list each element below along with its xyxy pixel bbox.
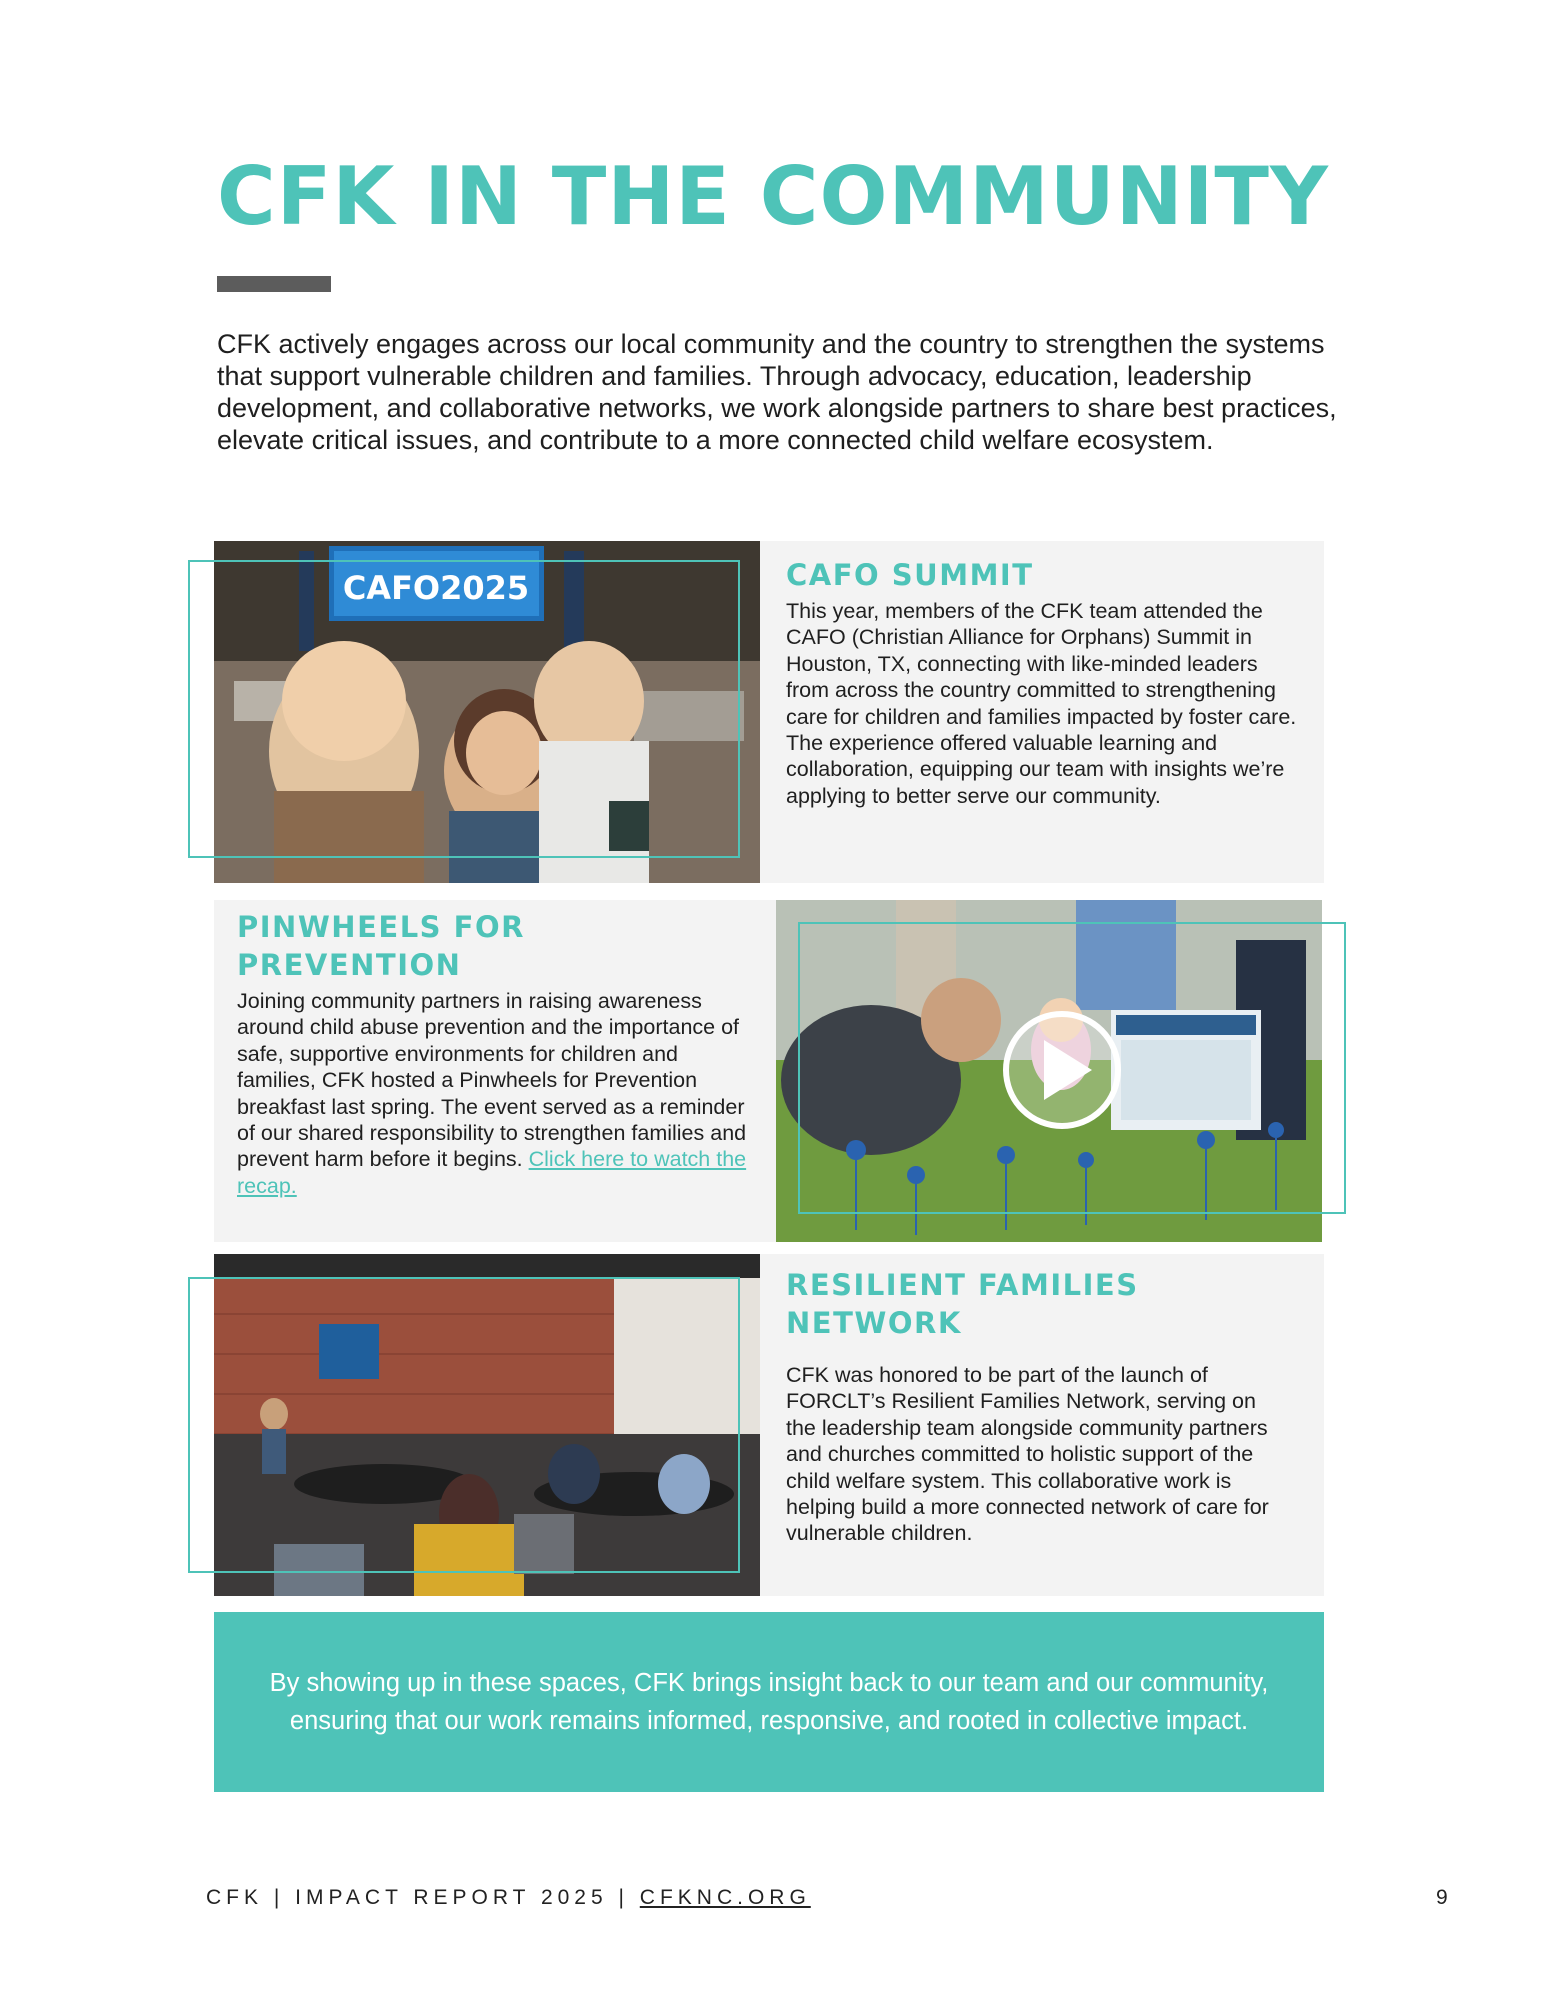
cafo-photo-frame: [188, 560, 740, 858]
pinwheels-title: PINWHEELS FOR PREVENTION: [237, 910, 525, 982]
title-underline-bar: [217, 276, 331, 292]
cafo-body: This year, members of the CFK team attended the CAFO (Christian Alliance for Orphans) Summit in Houston, TX, connecting with like-minded leaders from across the country committed to strengthening care for children and families impacted by foster care. The experience offered valuable learning and collaboration, equipping our team with insights we’re applying to better serve our community.: [786, 599, 1297, 808]
resilient-card: [786, 1266, 1306, 1547]
footer-website-link[interactable]: CFKNC.ORG: [639, 1886, 811, 1909]
callout-text: By showing up in these spaces, CFK brings insight back to our team and our community, ensuring that our work remains informed, responsive, and rooted in collective impact.: [269, 1669, 1269, 1735]
resilient-body: CFK was honored to be part of the launch of FORCLT’s Resilient Families Network, serving on the leadership team alongside community partners and churches committed to holistic support of the child welfare system. This collaborative work is helping build a more connected network of care for vulnerable children.: [786, 1363, 1269, 1546]
cafo-sign-text: CAFO2025: [342, 569, 530, 607]
pinwheels-body-text: Joining community partners in raising awareness around child abuse prevention and the importance of safe, supportive environments for children and families, CFK hosted a Pinwheels for Prevention breakfast last spring. The event served as a reminder of our shared responsibility to strengthen families and prevent harm before it begins.: [237, 989, 747, 1172]
page-number: 9: [1436, 1886, 1448, 1909]
closing-callout: [214, 1612, 1324, 1792]
cafo-title: CAFO SUMMIT: [786, 558, 1034, 592]
resilient-photo-frame: [188, 1277, 740, 1573]
footer-label: CFK | IMPACT REPORT 2025 |: [206, 1886, 640, 1909]
page-title: CFK IN THE COMMUNITY: [217, 150, 1329, 243]
watch-recap-link[interactable]: Click here to watch the recap.: [237, 1147, 747, 1198]
resilient-title: RESILIENT FAMILIES NETWORK: [786, 1268, 1139, 1340]
intro-paragraph: CFK actively engages across our local community and the country to strengthen the systems that support vulnerable children and families. Through advocacy, education, leadership development, and collaborative networks, we work alongside partners to share best practices, elevate critical issues, and contribute to a more connected child welfare ecosystem.: [217, 329, 1337, 455]
cafo-card: [786, 556, 1306, 809]
pinwheels-card: [237, 908, 757, 1199]
footer: [206, 1886, 811, 1910]
pinwheels-photo-frame: [798, 922, 1346, 1214]
pinwheels-body: [237, 988, 757, 1199]
